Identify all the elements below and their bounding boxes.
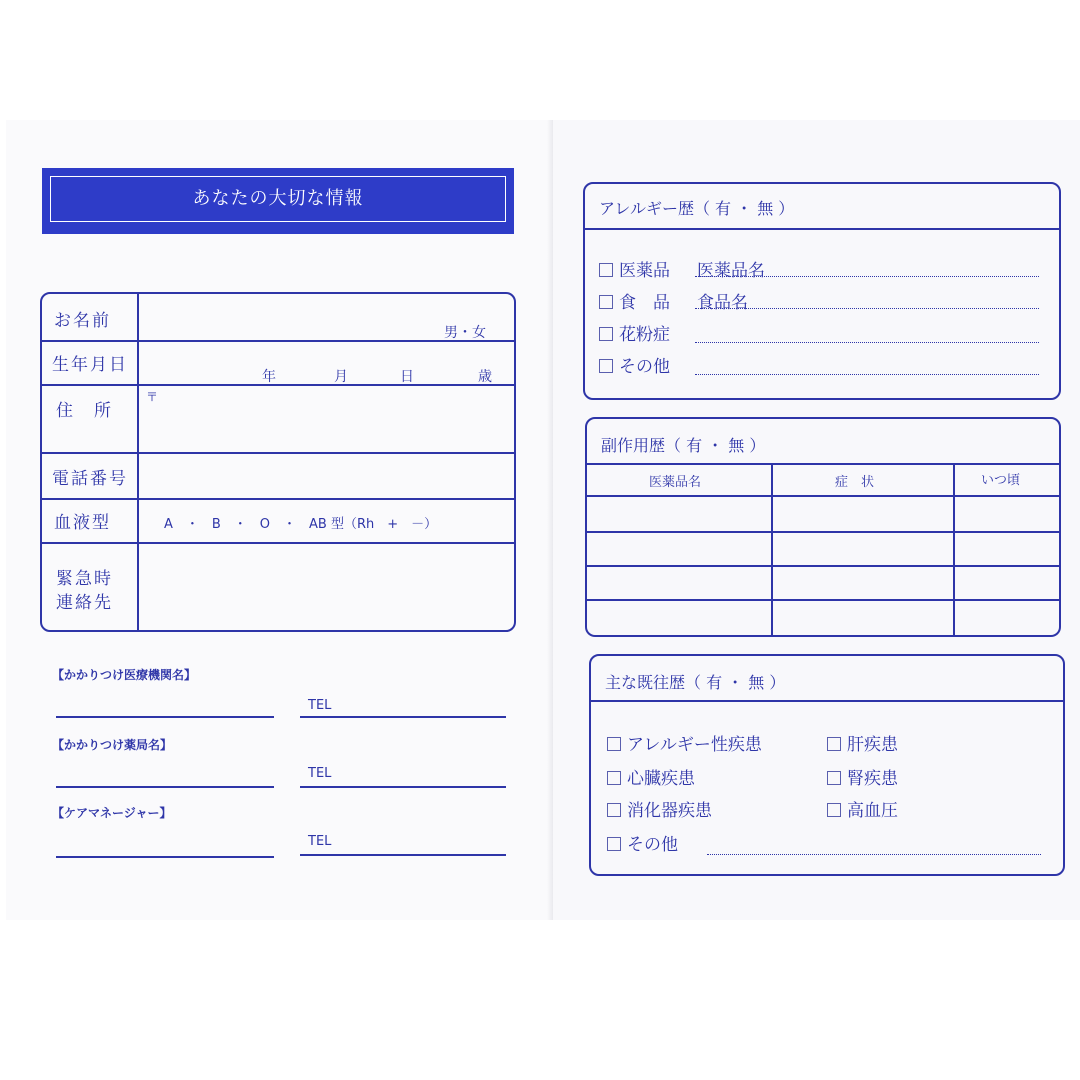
allergy-item-other[interactable]: その他 [599, 352, 670, 377]
checkbox-icon[interactable] [599, 327, 613, 341]
checkbox-icon[interactable] [607, 803, 621, 817]
allergy-title: アレルギー歴（ 有 ・ 無 ） [599, 199, 795, 218]
gender-option[interactable]: 男・女 [444, 325, 486, 341]
history-item-other[interactable]: その他 [607, 830, 678, 855]
care-manager-label: 【ケアマネージャー】 [52, 806, 172, 820]
pharmacy-line[interactable] [56, 786, 274, 788]
year-label: 年 [262, 369, 276, 385]
clinic-tel-line[interactable] [300, 716, 506, 718]
medical-history-section [589, 654, 1065, 876]
checkbox-icon[interactable] [827, 803, 841, 817]
address-label: 住 所 [56, 401, 113, 421]
personal-info-table [40, 292, 516, 632]
title-banner [42, 168, 514, 234]
blood-type-options[interactable]: A ・ B ・ O ・ AB 型（Rh + －） [164, 517, 438, 532]
emergency-label-2: 連絡先 [56, 593, 113, 613]
care-manager-tel-label: TEL [308, 834, 332, 849]
blood-type-label: 血液型 [54, 513, 111, 533]
history-item-heart[interactable]: 心臓疾患 [607, 764, 695, 789]
checkbox-icon[interactable] [599, 263, 613, 277]
checkbox-icon[interactable] [599, 359, 613, 373]
phone-label: 電話番号 [52, 469, 128, 489]
col-symptom: 症 状 [835, 475, 875, 490]
booklet [6, 120, 1080, 920]
clinic-line[interactable] [56, 716, 274, 718]
history-item-allergic[interactable]: アレルギー性疾患 [607, 730, 762, 755]
allergy-item-pollen[interactable]: 花粉症 [599, 320, 670, 345]
side-effects-title: 副作用歴（ 有 ・ 無 ） [601, 436, 766, 455]
care-manager-tel-line[interactable] [300, 854, 506, 856]
side-effects-section [585, 417, 1061, 637]
history-item-digestive[interactable]: 消化器疾患 [607, 796, 712, 821]
food-name-label: 食品名 [697, 293, 748, 313]
pharmacy-tel-line[interactable] [300, 786, 506, 788]
medical-history-title: 主な既往歴（ 有 ・ 無 ） [605, 673, 786, 692]
left-page [6, 120, 553, 920]
col-drug-name: 医薬品名 [649, 475, 702, 490]
col-when: いつ頃 [981, 473, 1021, 488]
postal-mark: 〒 [146, 390, 159, 404]
history-item-hypertension[interactable]: 高血圧 [827, 796, 898, 821]
care-manager-line[interactable] [56, 856, 274, 858]
checkbox-icon[interactable] [827, 771, 841, 785]
checkbox-icon[interactable] [599, 295, 613, 309]
pharmacy-label: 【かかりつけ薬局名】 [52, 738, 173, 752]
birthdate-label: 生年月日 [52, 355, 128, 375]
allergy-section [583, 182, 1061, 400]
page-title: あなたの大切な情報 [192, 188, 364, 209]
checkbox-icon[interactable] [607, 771, 621, 785]
emergency-label-1: 緊急時 [56, 569, 113, 589]
checkbox-icon[interactable] [827, 737, 841, 751]
month-label: 月 [334, 369, 348, 385]
drug-name-label: 医薬品名 [697, 261, 765, 281]
checkbox-icon[interactable] [607, 837, 621, 851]
right-page [553, 120, 1080, 920]
history-item-liver[interactable]: 肝疾患 [827, 730, 898, 755]
day-label: 日 [400, 369, 414, 385]
clinic-tel-label: TEL [308, 698, 332, 713]
pharmacy-tel-label: TEL [308, 766, 332, 781]
allergy-item-food[interactable]: 食 品 [599, 288, 670, 313]
age-label: 歳 [478, 369, 492, 385]
name-label: お名前 [54, 311, 111, 331]
checkbox-icon[interactable] [607, 737, 621, 751]
history-item-kidney[interactable]: 腎疾患 [827, 764, 898, 789]
clinic-label: 【かかりつけ医療機関名】 [52, 668, 197, 682]
allergy-item-drug[interactable]: 医薬品 [599, 256, 670, 281]
